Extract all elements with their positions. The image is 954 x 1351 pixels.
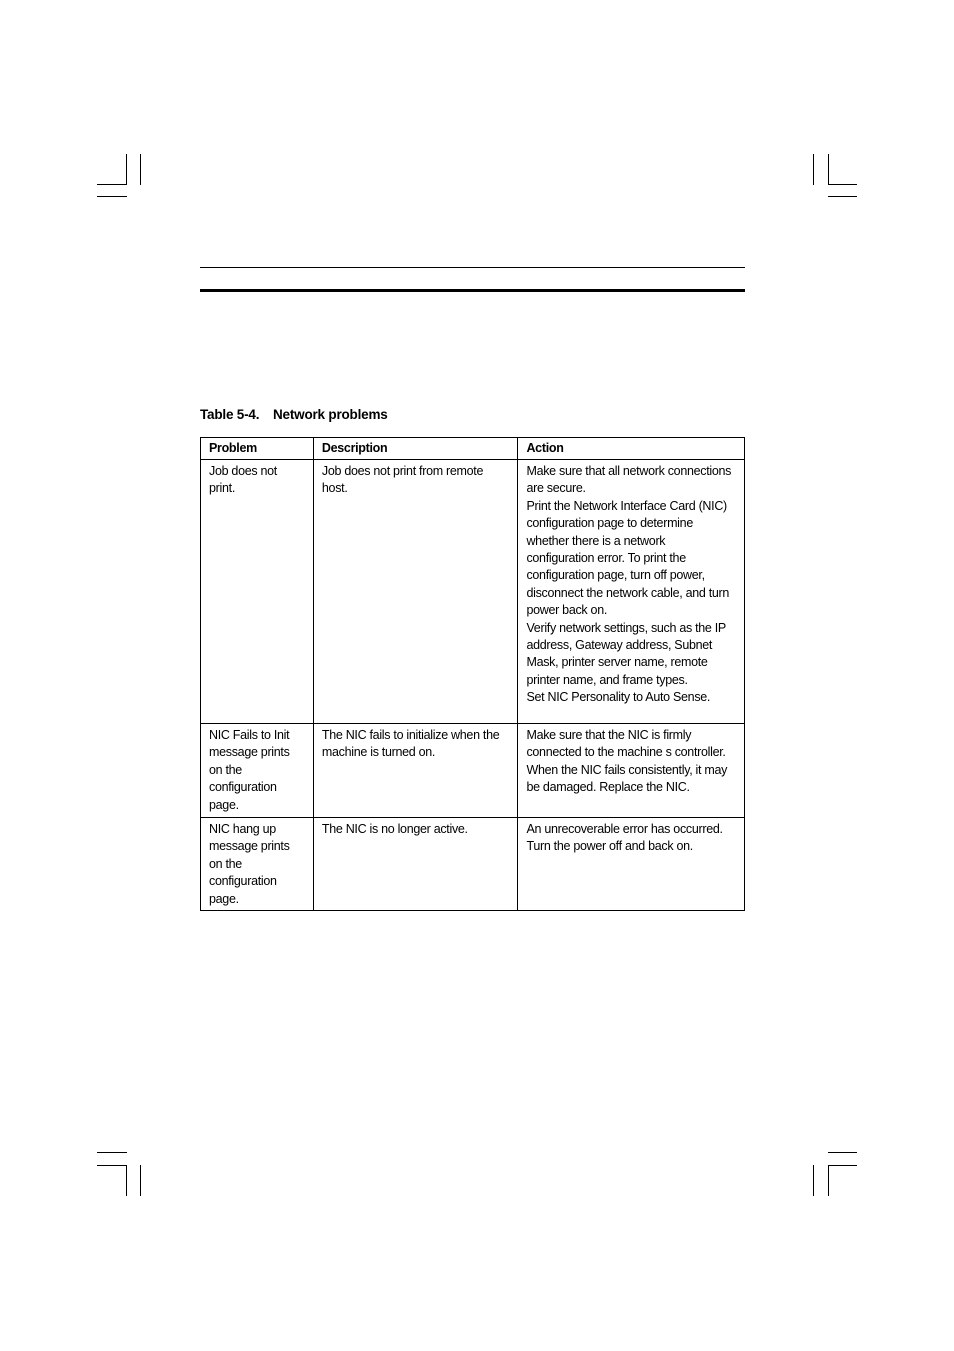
table-caption [200, 407, 388, 422]
crop-mark [140, 1165, 141, 1196]
action-cell [518, 724, 745, 818]
crop-mark [126, 1165, 127, 1196]
table-header-row [201, 438, 745, 460]
network-problems-table [200, 437, 745, 911]
table-caption-number: Table 5-4. [200, 407, 260, 422]
column-header-action: Action [518, 438, 745, 460]
action-item: Verify network settings, such as the IP address, Gateway address, Subnet Mask, printer server name, remote printer name, and frame types. [526, 620, 726, 687]
crop-mark [828, 1165, 829, 1196]
table-row [201, 818, 745, 911]
crop-mark [126, 154, 127, 185]
problem-cell: NIC hang up message prints on the configuration page. [201, 818, 314, 911]
crop-mark [97, 1165, 127, 1166]
description-cell: Job does not print from remote host. [313, 460, 518, 724]
crop-mark [828, 1152, 857, 1153]
action-item: Make sure that all network connections are secure. [526, 464, 732, 496]
table-caption-title: Network problems [273, 407, 388, 422]
action-item: An unrecoverable error has occurred. Turn the power off and back on. [526, 822, 723, 854]
column-header-problem: Problem [201, 438, 314, 460]
header-rule-thick [200, 289, 745, 292]
crop-mark [813, 154, 814, 185]
crop-mark [140, 154, 141, 185]
header-rule-thin [200, 267, 745, 268]
action-cell [518, 460, 745, 724]
action-item: When the NIC fails consistently, it may be damaged. Replace the NIC. [526, 762, 728, 795]
column-header-description: Description [313, 438, 518, 460]
problem-cell: Job does not print. [201, 460, 314, 724]
action-cell [518, 818, 745, 911]
crop-mark [813, 1165, 814, 1196]
crop-mark [828, 196, 857, 197]
action-item: Set NIC Personality to Auto Sense. [526, 690, 711, 705]
action-item: Print the Network Interface Card (NIC) configuration page to determine whether there is a network configuration error. To print the configuration page, turn off power, disconnect the network cable, and turn power back on. [526, 498, 730, 618]
crop-mark [97, 1152, 127, 1153]
description-cell: The NIC is no longer active. [313, 818, 518, 911]
crop-mark [97, 196, 127, 197]
action-item: Make sure that the NIC is firmly connected to the machine s controller. [526, 728, 726, 760]
table-row [201, 724, 745, 818]
description-cell: The NIC fails to initialize when the machine is turned on. [313, 724, 518, 818]
crop-mark [97, 184, 127, 185]
crop-mark [828, 1165, 857, 1166]
table-row [201, 460, 745, 724]
problem-cell: NIC Fails to Init message prints on the configuration page. [201, 724, 314, 818]
crop-mark [828, 184, 857, 185]
crop-mark [828, 154, 829, 185]
